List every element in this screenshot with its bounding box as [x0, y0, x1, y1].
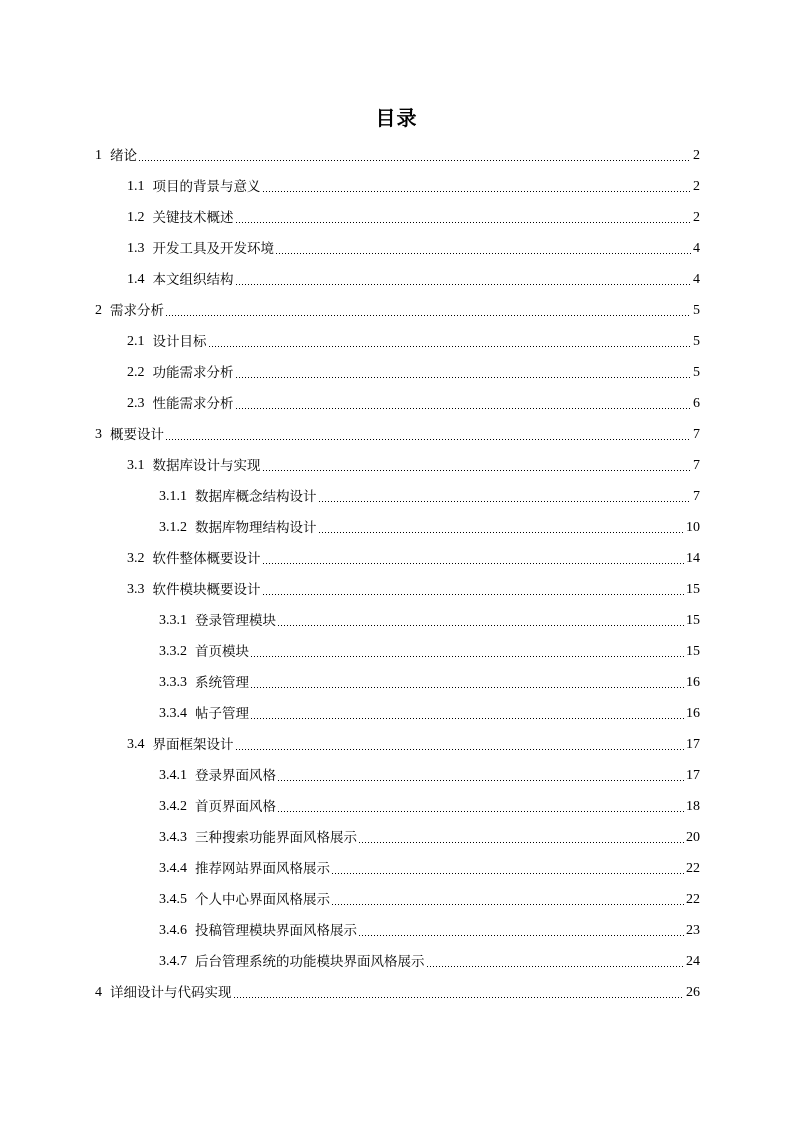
toc-entry-page-number: 2: [693, 178, 700, 194]
toc-dot-leader: [358, 830, 684, 846]
toc-entry-page-number: 2: [693, 209, 700, 225]
toc-dot-leader: [235, 210, 692, 226]
toc-entry[interactable]: [95, 760, 700, 791]
toc-entry-number: 1.3: [127, 240, 145, 256]
toc-dot-leader: [250, 675, 684, 691]
toc-entry[interactable]: [95, 357, 700, 388]
toc-entry-page-number: 5: [693, 333, 700, 349]
toc-entry-page-number: 15: [686, 612, 700, 628]
toc-entry-number: 3.4.5: [159, 891, 187, 907]
toc-entry-page-number: 23: [686, 922, 700, 938]
toc-entry-title: 首页模块: [195, 643, 249, 660]
toc-entry[interactable]: [95, 481, 700, 512]
toc-dot-leader: [331, 861, 684, 877]
toc-dot-leader: [138, 148, 691, 164]
toc-entry-title: 软件整体概要设计: [152, 550, 261, 567]
toc-entry-page-number: 10: [686, 519, 700, 535]
toc-entry-number: 3.1: [127, 457, 145, 473]
toc-entry-page-number: 17: [686, 767, 700, 783]
toc-entry-title: 后台管理系统的功能模块界面风格展示: [195, 953, 425, 970]
toc-entry[interactable]: [95, 233, 700, 264]
toc-entry-page-number: 15: [686, 643, 700, 659]
toc-entry-number: 1.1: [127, 178, 145, 194]
toc-entry-page-number: 5: [693, 302, 700, 318]
toc-entry[interactable]: [95, 388, 700, 419]
toc-entry-title: 本文组织结构: [152, 271, 234, 288]
toc-dot-leader: [250, 706, 684, 722]
toc-dot-leader: [275, 241, 691, 257]
toc-entry-number: 3.4.6: [159, 922, 187, 938]
toc-dot-leader: [233, 985, 685, 1001]
toc-entry-number: 3.4: [127, 736, 145, 752]
toc-entry-number: 2.2: [127, 364, 145, 380]
toc-entry[interactable]: [95, 884, 700, 915]
toc-entry-title: 三种搜索功能界面风格展示: [195, 829, 357, 846]
toc-entry[interactable]: [95, 543, 700, 574]
toc-entry[interactable]: [95, 450, 700, 481]
toc-entry[interactable]: [95, 977, 700, 1008]
toc-entry-title: 性能需求分析: [152, 395, 234, 412]
toc-dot-leader: [262, 458, 692, 474]
toc-dot-leader: [208, 334, 692, 350]
toc-entry-number: 1.4: [127, 271, 145, 287]
toc-entry-title: 数据库概念结构设计: [195, 488, 317, 505]
toc-entry-title: 首页界面风格: [195, 798, 276, 815]
toc-entry-title: 绪论: [110, 147, 137, 164]
toc-entry-page-number: 4: [693, 240, 700, 256]
toc-entry[interactable]: [95, 946, 700, 977]
toc-entry-page-number: 14: [686, 550, 700, 566]
toc-dot-leader: [262, 582, 685, 598]
toc-entry-title: 数据库物理结构设计: [195, 519, 317, 536]
toc-dot-leader: [318, 520, 685, 536]
toc-entry-title: 登录界面风格: [195, 767, 276, 784]
toc-dot-leader: [358, 923, 684, 939]
toc-entry-title: 推荐网站界面风格展示: [195, 860, 330, 877]
toc-entry-number: 3.3: [127, 581, 145, 597]
toc-entry[interactable]: [95, 574, 700, 605]
toc-entry-number: 3.4.7: [159, 953, 187, 969]
toc-entry-title: 登录管理模块: [195, 612, 276, 629]
toc-entry-number: 1.2: [127, 209, 145, 225]
toc-entry-number: 3.4.1: [159, 767, 187, 783]
toc-entry[interactable]: [95, 140, 700, 171]
toc-entry[interactable]: [95, 636, 700, 667]
toc-entry[interactable]: [95, 264, 700, 295]
toc-entry-number: 3.3.3: [159, 674, 187, 690]
toc-entry-number: 1: [95, 147, 102, 163]
toc-entry[interactable]: [95, 915, 700, 946]
toc-entry-title: 界面框架设计: [152, 736, 234, 753]
toc-entry-number: 3.1.2: [159, 519, 187, 535]
toc-entry-title: 需求分析: [110, 302, 164, 319]
toc-entry-page-number: 20: [686, 829, 700, 845]
toc-entry-number: 4: [95, 984, 102, 1000]
toc-entry[interactable]: [95, 667, 700, 698]
toc-dot-leader: [277, 613, 684, 629]
toc-entry-title: 概要设计: [110, 426, 164, 443]
toc-entry-title: 软件模块概要设计: [152, 581, 261, 598]
toc-entry-number: 3.1.1: [159, 488, 187, 504]
toc-entry-page-number: 24: [686, 953, 700, 969]
toc-entry-page-number: 17: [686, 736, 700, 752]
toc-entry-page-number: 4: [693, 271, 700, 287]
page-title: 目录: [375, 106, 418, 130]
toc-entry-page-number: 7: [693, 488, 700, 504]
toc-entry-title: 项目的背景与意义: [152, 178, 261, 195]
toc-entry[interactable]: [95, 853, 700, 884]
toc-entry-title: 设计目标: [152, 333, 207, 350]
toc-entry[interactable]: [95, 326, 700, 357]
toc-dot-leader: [277, 768, 684, 784]
toc-entry[interactable]: [95, 791, 700, 822]
toc-entry-number: 3: [95, 426, 102, 442]
toc-entry-page-number: 16: [686, 705, 700, 721]
toc-entry-number: 3.3.2: [159, 643, 187, 659]
toc-entry-number: 3.2: [127, 550, 145, 566]
toc-dot-leader: [331, 892, 684, 908]
toc-dot-leader: [165, 427, 691, 443]
toc-dot-leader: [262, 179, 692, 195]
toc-dot-leader: [235, 365, 692, 381]
toc-entry[interactable]: [95, 295, 700, 326]
toc-entry-number: 3.3.1: [159, 612, 187, 628]
toc-entry-page-number: 26: [686, 984, 700, 1000]
toc-entry-title: 投稿管理模块界面风格展示: [195, 922, 357, 939]
toc-entry-page-number: 7: [693, 426, 700, 442]
toc-entry-title: 关键技术概述: [152, 209, 234, 226]
toc-entry-page-number: 22: [686, 860, 700, 876]
toc-dot-leader: [277, 799, 684, 815]
toc-dot-leader: [235, 396, 692, 412]
toc-entry-page-number: 5: [693, 364, 700, 380]
toc-entry-number: 3.4.2: [159, 798, 187, 814]
toc-dot-leader: [426, 954, 685, 970]
toc-entry-page-number: 6: [693, 395, 700, 411]
toc-dot-leader: [262, 551, 685, 567]
toc-entry-title: 开发工具及开发环境: [152, 240, 274, 257]
toc-entry-title: 个人中心界面风格展示: [195, 891, 330, 908]
toc-dot-leader: [235, 272, 692, 288]
toc-entry-number: 2: [95, 302, 102, 318]
toc-entry-title: 数据库设计与实现: [152, 457, 261, 474]
toc-entry[interactable]: [95, 419, 700, 450]
toc-entry[interactable]: [95, 698, 700, 729]
toc-entry-page-number: 15: [686, 581, 700, 597]
toc-dot-leader: [250, 644, 684, 660]
toc-entry-number: 3.4.4: [159, 860, 187, 876]
toc-dot-leader: [235, 737, 685, 753]
toc-entry-page-number: 16: [686, 674, 700, 690]
toc-entry-page-number: 2: [693, 147, 700, 163]
toc-entry-title: 系统管理: [195, 674, 249, 691]
toc-entry[interactable]: [95, 605, 700, 636]
table-of-contents: [95, 140, 700, 1008]
toc-entry-number: 3.3.4: [159, 705, 187, 721]
toc-entry-title: 功能需求分析: [152, 364, 234, 381]
toc-entry-number: 2.3: [127, 395, 145, 411]
toc-entry[interactable]: [95, 171, 700, 202]
toc-entry-page-number: 22: [686, 891, 700, 907]
toc-entry-title: 帖子管理: [195, 705, 249, 722]
toc-entry[interactable]: [95, 729, 700, 760]
toc-entry[interactable]: [95, 202, 700, 233]
toc-entry-number: 3.4.3: [159, 829, 187, 845]
toc-dot-leader: [318, 489, 692, 505]
toc-dot-leader: [165, 303, 691, 319]
toc-entry-page-number: 7: [693, 457, 700, 473]
toc-entry-page-number: 18: [686, 798, 700, 814]
toc-entry[interactable]: [95, 822, 700, 853]
toc-entry-number: 2.1: [127, 333, 145, 349]
toc-entry[interactable]: [95, 512, 700, 543]
toc-entry-title: 详细设计与代码实现: [110, 984, 232, 1001]
